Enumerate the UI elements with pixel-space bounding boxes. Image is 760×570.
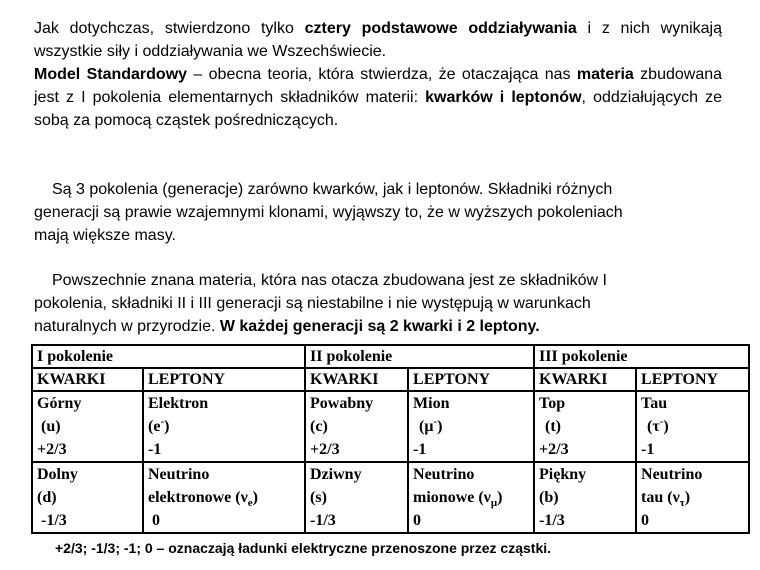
generation-header: I pokolenie xyxy=(32,345,305,368)
intro-text: Jak dotychczas, stwierdzono tylko cztery podstawowe oddziaływania i z nich wynikają wszystkie siły i oddziaływania we Wszechświecie. Model Standardowy – obecna teoria, która stwierdza, że otaczająca nas materia zbudowana jest z I pokolenia elementarnych składników materii: kwarków i leptonów, oddziałujących ze sobą za pomocą cząstek pośredniczących. xyxy=(34,20,723,129)
quark-charm-cell: Powabny (c) +2/3 xyxy=(305,391,408,462)
quark-down-cell: Dolny (d) -1/3 xyxy=(32,462,143,533)
column-header: LEPTONY xyxy=(143,368,305,391)
column-header: LEPTONY xyxy=(636,368,749,391)
quark-bottom-cell: Piękny (b) -1/3 xyxy=(534,462,636,533)
matter-paragraph: Powszechnie znana materia, która nas otacza zbudowana jest ze składników I pokolenia, składniki II i III generacji są niestabilne i nie występują w warunkach naturalnych w przyrodzie. W każdej generacji są 2 kwarki i 2 leptony. xyxy=(34,272,607,335)
lepton-muon-neutrino-cell: Neutrino mionowe $(\nu_\mu)$ 0 xyxy=(408,462,534,533)
column-header: LEPTONY xyxy=(408,368,534,391)
lepton-tau-neutrino-cell: Neutrino tau $(\nu_\tau)$ 0 xyxy=(636,462,749,533)
column-header: KWARKI xyxy=(32,368,143,391)
quark-up-cell: Górny (u) +2/3 xyxy=(32,391,143,462)
lepton-muon-cell: Mion (μ-) -1 xyxy=(408,391,534,462)
generation-header: III pokolenie xyxy=(534,345,749,368)
charge-footnote: +2/3; -1/3; -1; 0 – oznaczają ładunki elektryczne przenoszone przez cząstki. xyxy=(55,540,552,556)
quark-top-cell: Top (t) +2/3 xyxy=(534,391,636,462)
lepton-electron-cell: Elektron (e-) -1 xyxy=(143,391,305,462)
lepton-electron-neutrino-cell: Neutrino elektronowe $(\nu_e)$ 0 xyxy=(143,462,305,533)
generation-header: II pokolenie xyxy=(305,345,534,368)
lepton-tau-cell: Tau (τ-) -1 xyxy=(636,391,749,462)
quark-strange-cell: Dziwny (s) -1/3 xyxy=(305,462,408,533)
column-header: KWARKI xyxy=(305,368,408,391)
column-header: KWARKI xyxy=(534,368,636,391)
generations-table xyxy=(31,344,750,534)
generations-paragraph: Są 3 pokolenia (generacje) zarówno kwarków, jak i leptonów. Składniki różnych generacji są prawie wzajemnymi klonami, wyjąwszy to, że w wyższych pokoleniach mają większe masy. xyxy=(34,181,623,244)
